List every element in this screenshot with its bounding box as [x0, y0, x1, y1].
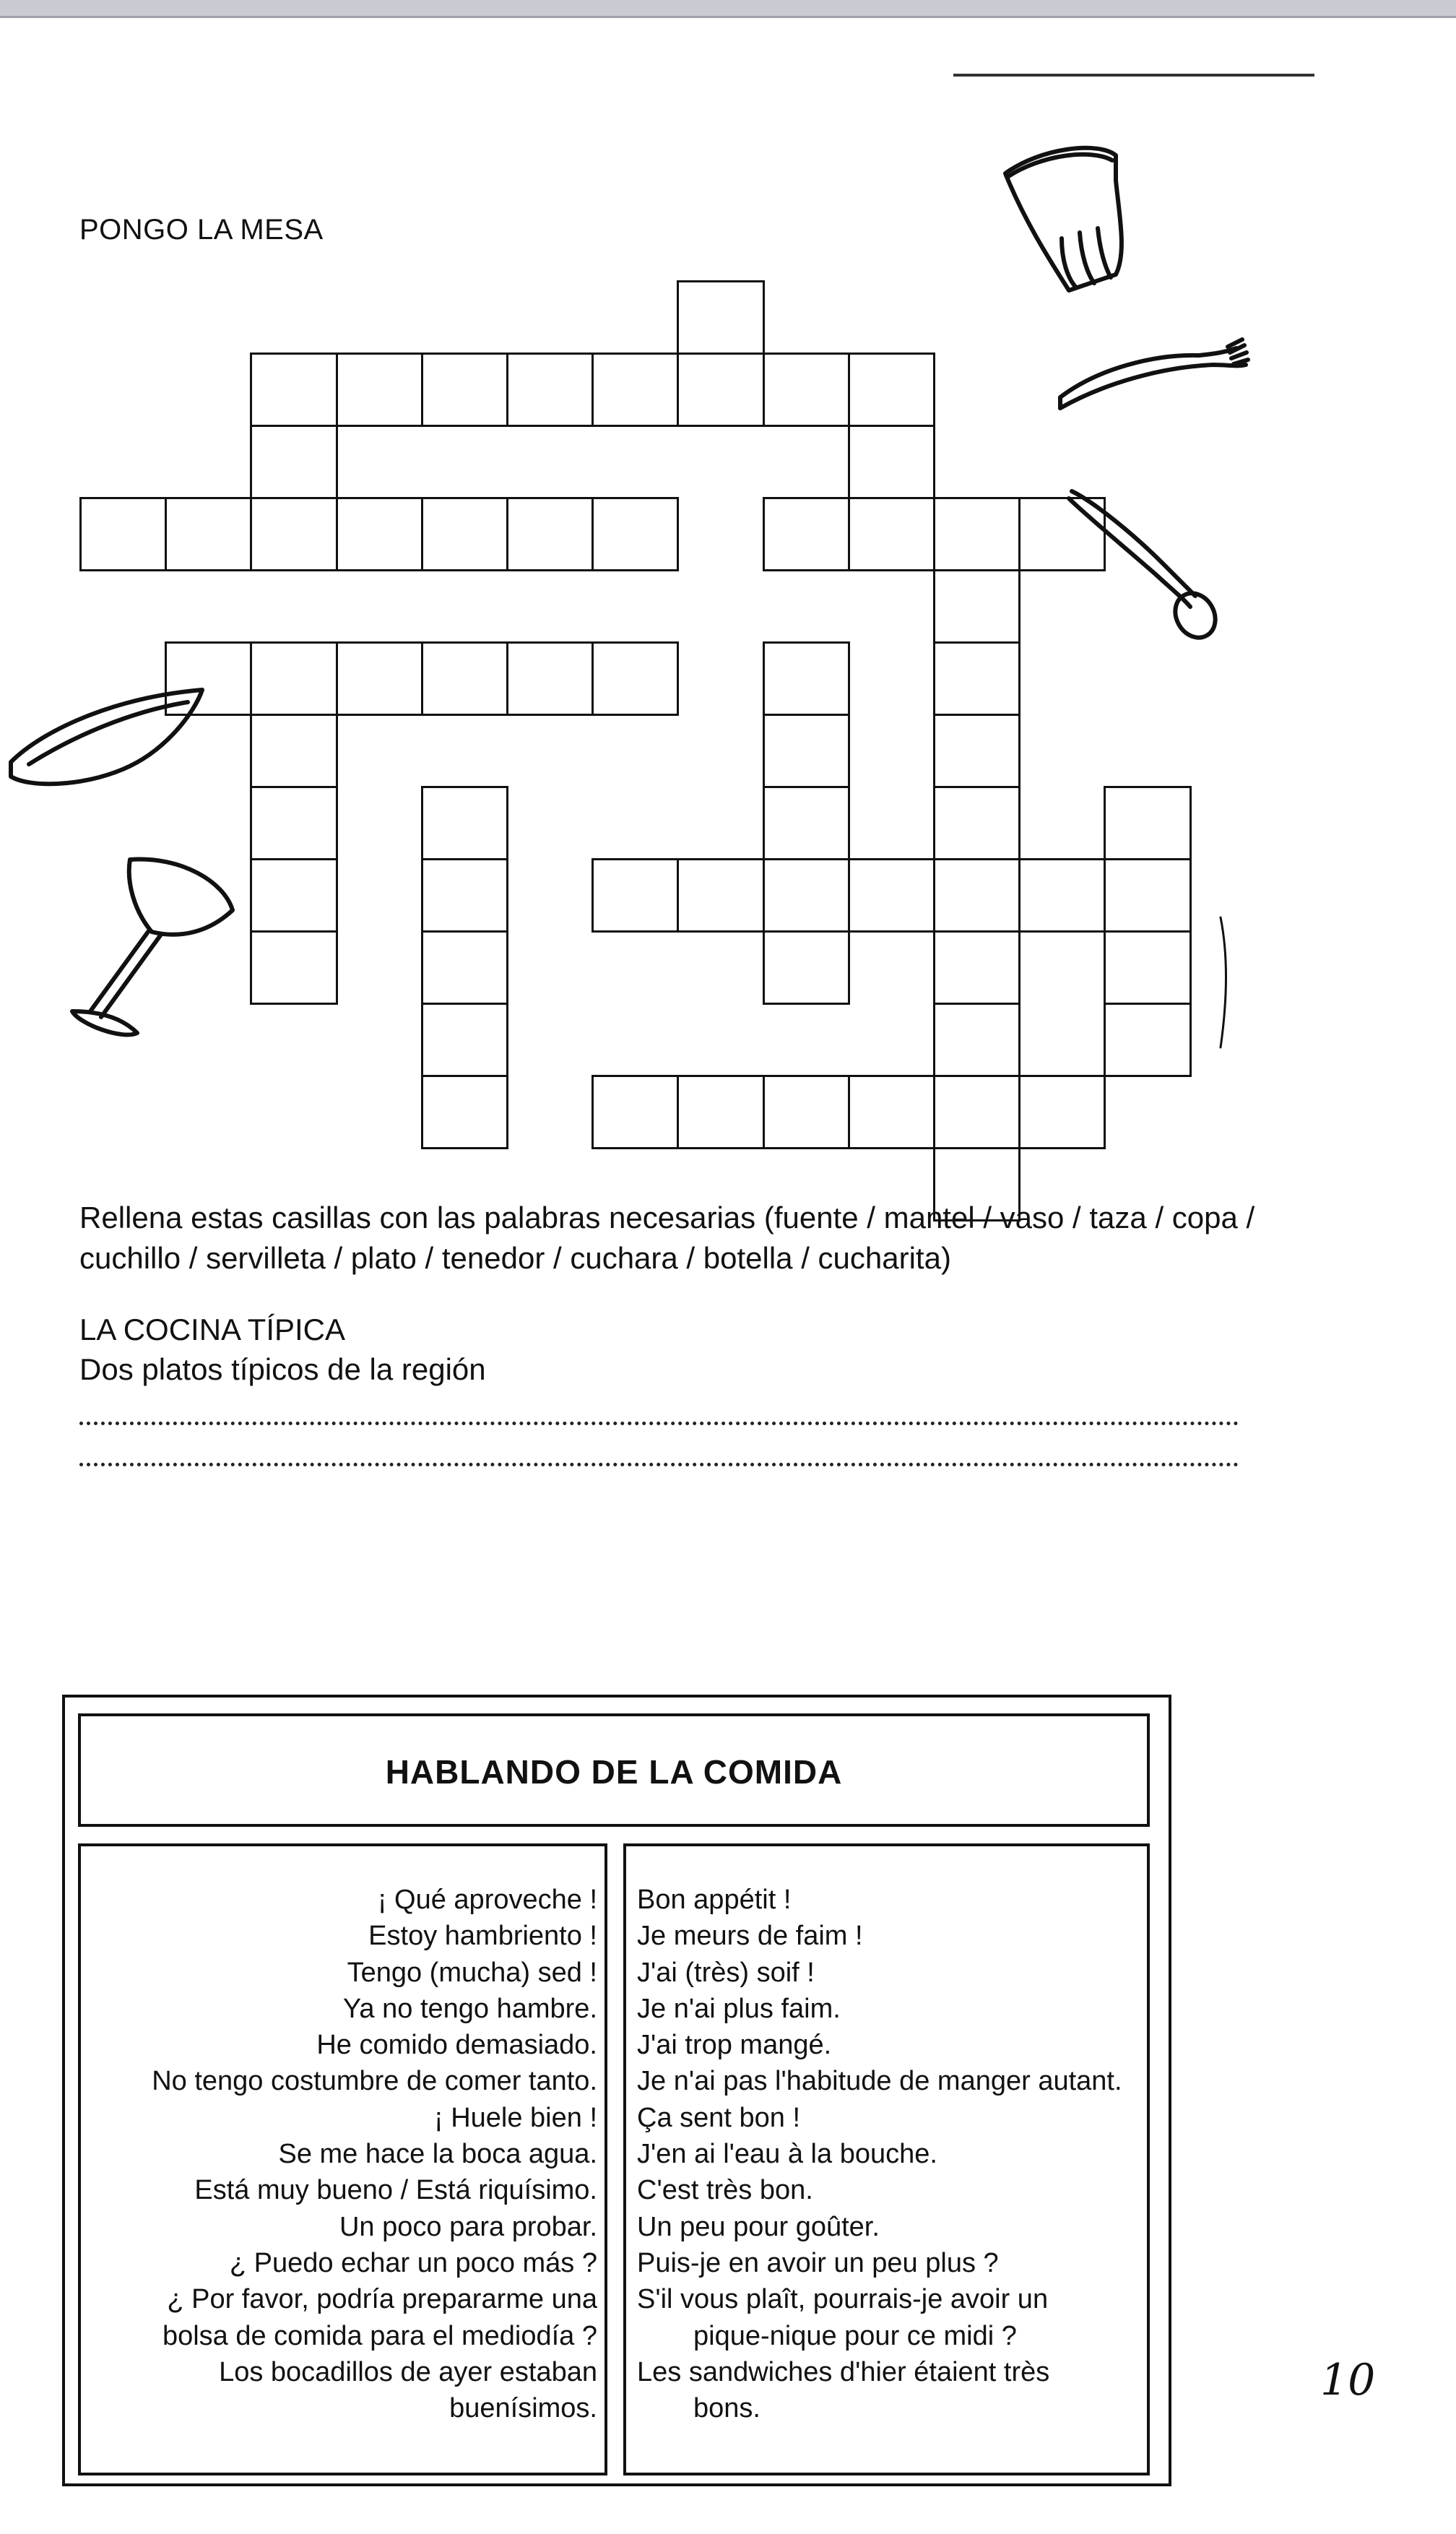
french-phrases — [637, 1882, 1143, 2426]
phrase-box-title: HABLANDO DE LA COMIDA — [385, 1753, 843, 1791]
french-phrase: C'est très bon. — [637, 2175, 813, 2206]
french-phrase: J'en ai l'eau à la bouche. — [637, 2139, 937, 2170]
page-number: 10 — [1320, 2355, 1376, 2405]
spanish-phrase: buenísimos. — [449, 2393, 597, 2424]
spanish-phrases — [81, 1882, 597, 2426]
french-phrase: J'ai trop mangé. — [637, 2030, 832, 2061]
spanish-phrase: ¡ Huele bien ! — [433, 2102, 597, 2133]
cup-icon — [1005, 148, 1122, 290]
spanish-phrase: Un poco para probar. — [339, 2211, 597, 2242]
french-phrase: Je n'ai pas l'habitude de manger autant. — [637, 2066, 1122, 2097]
answer-line-1[interactable] — [79, 1422, 1239, 1425]
phrase-box-header — [78, 1713, 1150, 1827]
spanish-phrase: Se me hace la boca agua. — [278, 2139, 597, 2170]
spanish-phrase: ¡ Qué aproveche ! — [377, 1885, 597, 1915]
french-phrase: Puis-je en avoir un peu plus ? — [637, 2247, 999, 2278]
french-phrase: Bon appétit ! — [637, 1885, 792, 1915]
plate-icon — [11, 690, 202, 784]
answer-line-2[interactable] — [79, 1463, 1239, 1466]
spanish-phrase: Está muy bueno / Está riquísimo. — [194, 2175, 597, 2206]
spanish-phrase: Tengo (mucha) sed ! — [347, 1957, 597, 1988]
section-subtitle-cocina: Dos platos típicos de la región — [79, 1352, 486, 1386]
spanish-phrase: He comido demasiado. — [316, 2030, 597, 2061]
french-phrase: pique-nique pour ce midi ? — [693, 2320, 1017, 2351]
french-phrase: Les sandwiches d'hier étaient très — [637, 2356, 1050, 2387]
section-title-cocina: LA COCINA TÍPICA — [79, 1313, 346, 1346]
spoon-icon — [1069, 491, 1223, 645]
french-phrase: S'il vous plaît, pourrais-je avoir un — [637, 2284, 1049, 2315]
french-phrase: Je n'ai plus faim. — [637, 1993, 841, 2024]
fork-icon — [1060, 340, 1248, 408]
crossword-instructions: Rellena estas casillas con las palabras necesarias (fuente / mantel / vaso / taza / copa / cuchillo / servilleta / plato / tenedor / cuchara / botella / cucharita) — [79, 1201, 1255, 1275]
french-phrase: J'ai (très) soif ! — [637, 1957, 815, 1988]
french-phrase: Ça sent bon ! — [637, 2102, 801, 2133]
spanish-phrase: bolsa de comida para el mediodía ? — [162, 2320, 597, 2351]
spanish-phrase: ¿ Puedo echar un poco más ? — [229, 2247, 597, 2278]
spanish-phrase: ¿ Por favor, podría prepararme una — [167, 2284, 597, 2315]
table-scribble — [1221, 917, 1226, 1047]
french-phrase: Un peu pour goûter. — [637, 2211, 880, 2242]
crossword-title: PONGO LA MESA — [79, 214, 324, 246]
french-phrase: Je meurs de faim ! — [637, 1921, 863, 1952]
wine-glass-icon — [72, 860, 233, 1035]
french-phrase: bons. — [693, 2393, 760, 2424]
spanish-phrase: Los bocadillos de ayer estaban — [219, 2356, 597, 2387]
spanish-phrase: Estoy hambriento ! — [368, 1921, 597, 1952]
spanish-phrase: Ya no tengo hambre. — [342, 1993, 597, 2024]
spanish-phrase: No tengo costumbre de comer tanto. — [152, 2066, 597, 2097]
